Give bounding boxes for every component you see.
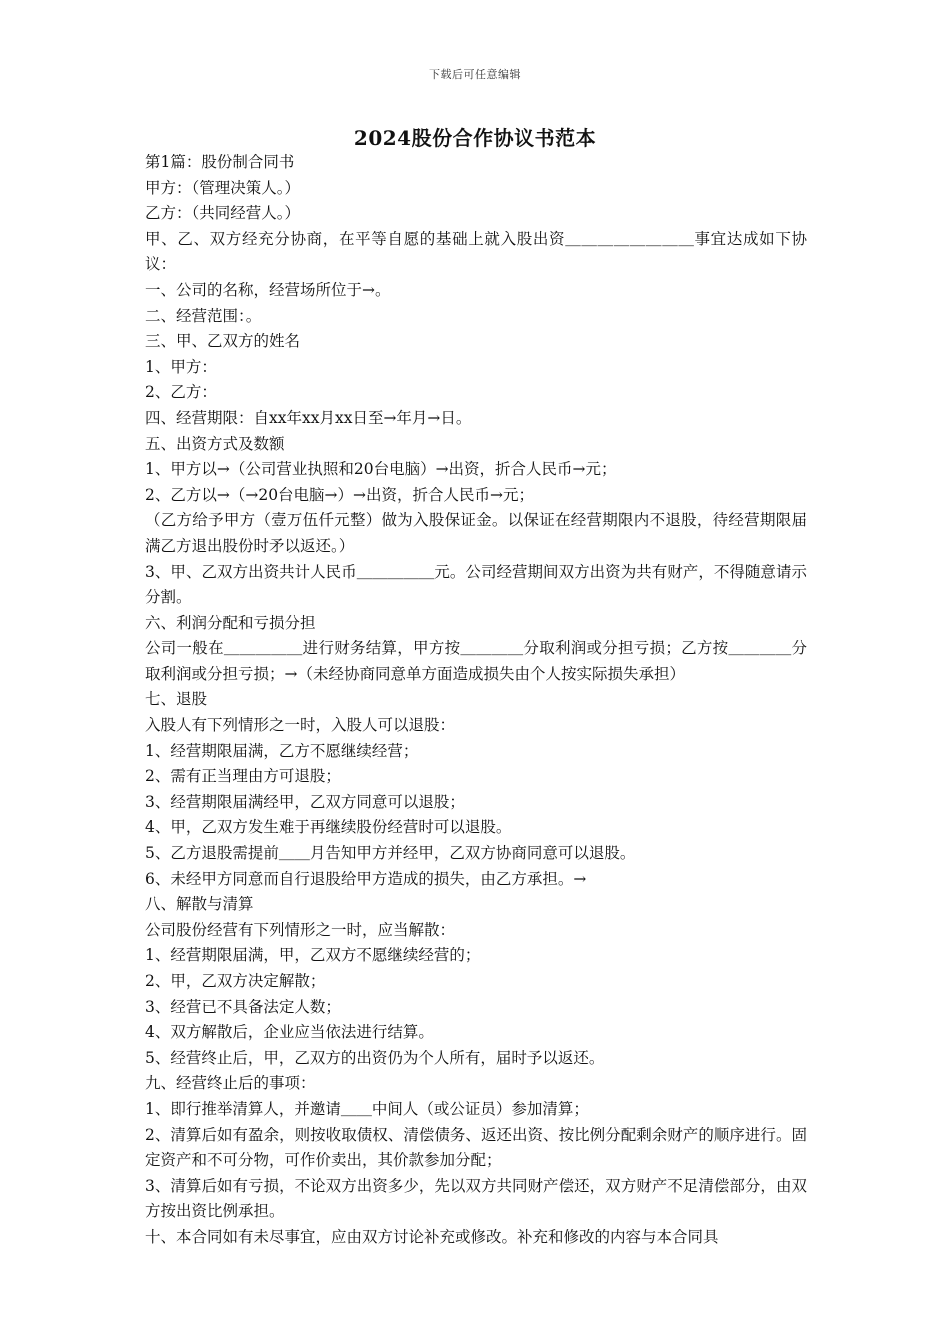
paragraph: 2、甲，乙双方决定解散；	[145, 972, 326, 990]
paragraph: 5、乙方退股需提前＿＿月告知甲方并经甲，乙双方协商同意可以退股。	[145, 844, 636, 863]
paragraph: 3、清算后如有亏损，不论双方出资多少，先以双方共同财产偿还，双方财产不足清偿部分，由双方按出资比例承担。	[145, 1176, 807, 1221]
paragraph: 十、本合同如有未尽事宜，应由双方讨论补充或修改。补充和修改的内容与本合同具	[145, 1227, 719, 1246]
paragraph: 公司股份经营有下列情形之一时，应当解散：	[145, 920, 456, 939]
paragraph: 甲、乙、双方经充分协商，在平等自愿的基础上就入股出资＿＿＿＿＿＿＿＿事宜达成如下协议：	[145, 229, 807, 274]
paragraph: 四、经营期限：自xx年xx月xx日至→年月→日。	[145, 408, 472, 427]
paragraph: 2、乙方：	[145, 383, 217, 402]
section-heading: 三、甲、乙双方的姓名	[145, 332, 301, 351]
paragraph: 4、甲，乙双方发生难于再继续股份经营时可以退股。	[145, 818, 512, 837]
paragraph: 入股人有下列情形之一时，入股人可以退股：	[145, 716, 456, 735]
paragraph: 二、经营范围：。	[145, 306, 262, 325]
document-title: 2024股份合作协议书范本	[353, 126, 597, 150]
paragraph: 3、甲、乙双方出资共计人民币＿＿＿＿＿元。公司经营期间双方出资为共有财产，不得随意请示分割。	[145, 562, 807, 607]
paragraph: 6、未经甲方同意而自行退股给甲方造成的损失，由乙方承担。→	[145, 869, 587, 888]
paragraph: 第1篇：股份制合同书	[145, 153, 295, 171]
paragraph: 一、公司的名称，经营场所位于→。	[145, 280, 391, 299]
paragraph: 2、乙方以→（→20台电脑→）→出资，折合人民币→元；	[145, 485, 535, 504]
document-body	[145, 150, 807, 1251]
section-heading: 六、利润分配和亏损分担	[145, 613, 316, 632]
paragraph: 3、经营期限届满经甲，乙双方同意可以退股；	[145, 792, 465, 811]
section-heading: 九、经营终止后的事项：	[145, 1074, 316, 1093]
paragraph: 4、双方解散后，企业应当依法进行结算。	[145, 1023, 434, 1042]
paragraph: 公司一般在＿＿＿＿＿进行财务结算，甲方按＿＿＿＿分取利润或分担亏损；乙方按＿＿＿＿分取利润或分担亏损；→（未经协商同意单方面造成损失由个人按实际损失承担）	[145, 639, 807, 683]
section-heading: 五、出资方式及数额	[145, 434, 285, 453]
paragraph: 5、经营终止后，甲，乙双方的出资仍为个人所有，届时予以返还。	[145, 1048, 605, 1067]
header-note: 下载后可任意编辑	[429, 68, 521, 81]
paragraph: （乙方给予甲方（壹万伍仟元整）做为入股保证金。以保证在经营期限内不退股，待经营期限届满乙方退出股份时矛以返还。）	[145, 511, 807, 555]
paragraph: 3、经营已不具备法定人数；	[145, 997, 341, 1016]
paragraph: 1、甲方：	[145, 357, 217, 376]
paragraph: 甲方：（管理决策人。）	[145, 178, 301, 197]
paragraph: 2、需有正当理由方可退股；	[145, 767, 341, 786]
paragraph: 1、经营期限届满，乙方不愿继续经营；	[145, 741, 419, 760]
section-heading: 八、解散与清算	[145, 895, 254, 914]
paragraph: 2、清算后如有盈余，则按收取债权、清偿债务、返还出资、按比例分配剩余财产的顺序进行。固定资产和不可分物，可作价卖出，其价款参加分配；	[145, 1125, 807, 1170]
section-heading: 七、退股	[145, 690, 208, 709]
paragraph: 1、即行推举清算人，并邀请＿＿中间人（或公证员）参加清算；	[145, 1099, 589, 1118]
paragraph: 1、经营期限届满，甲，乙双方不愿继续经营的；	[145, 946, 481, 965]
paragraph: 乙方：（共同经营人。）	[145, 204, 301, 223]
paragraph: 1、甲方以→（公司营业执照和20台电脑）→出资，折合人民币→元；	[145, 460, 617, 479]
